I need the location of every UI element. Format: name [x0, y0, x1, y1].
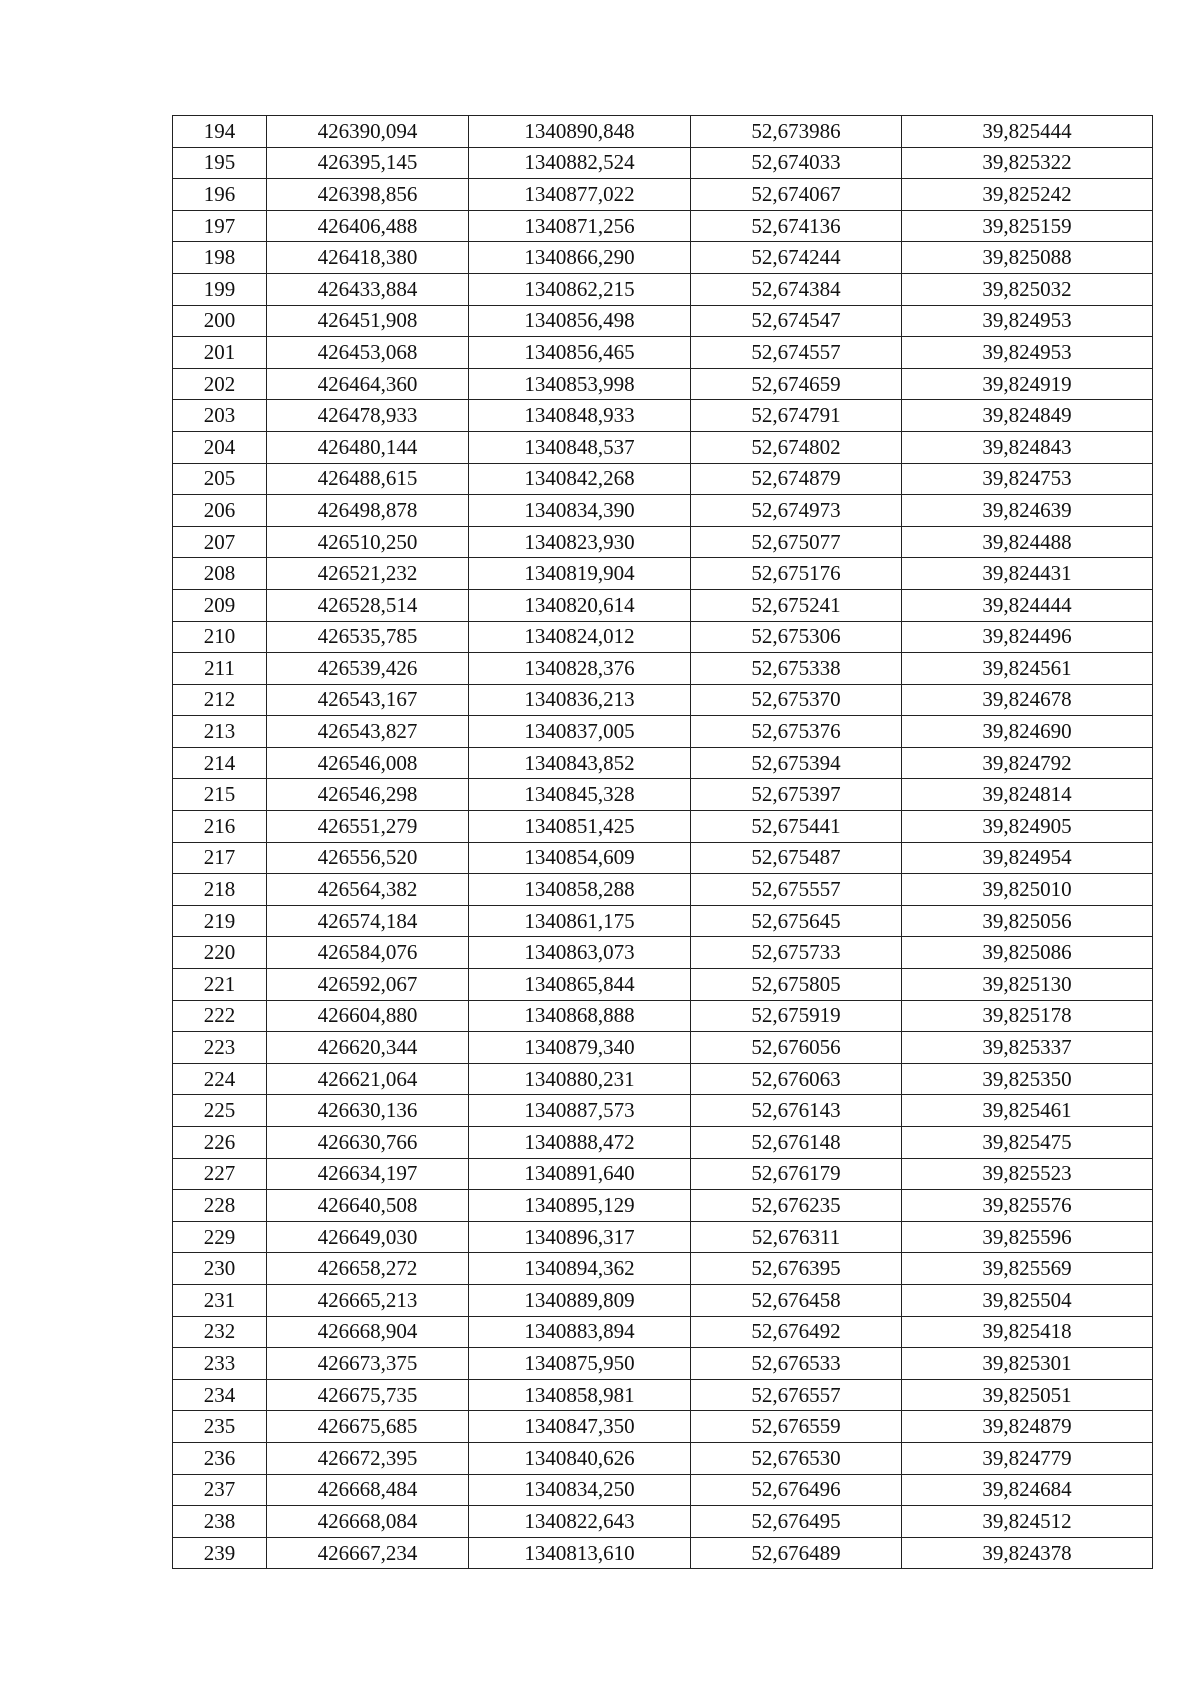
y-coordinate-cell: 1340856,465 — [469, 337, 691, 369]
longitude-cell: 39,824879 — [902, 1411, 1153, 1443]
longitude-cell: 39,824561 — [902, 653, 1153, 685]
table-row — [173, 589, 1153, 621]
y-coordinate-cell: 1340889,809 — [469, 1284, 691, 1316]
latitude-cell: 52,675306 — [691, 621, 902, 653]
y-coordinate-cell: 1340858,981 — [469, 1379, 691, 1411]
table-row — [173, 1253, 1153, 1285]
x-coordinate-cell: 426551,279 — [267, 811, 469, 843]
y-coordinate-cell: 1340871,256 — [469, 210, 691, 242]
latitude-cell: 52,676495 — [691, 1506, 902, 1538]
longitude-cell: 39,825569 — [902, 1253, 1153, 1285]
point-number-cell: 196 — [173, 179, 267, 211]
y-coordinate-cell: 1340883,894 — [469, 1316, 691, 1348]
latitude-cell: 52,676559 — [691, 1411, 902, 1443]
latitude-cell: 52,676311 — [691, 1221, 902, 1253]
point-number-cell: 212 — [173, 684, 267, 716]
longitude-cell: 39,825475 — [902, 1127, 1153, 1159]
table-row — [173, 1379, 1153, 1411]
y-coordinate-cell: 1340877,022 — [469, 179, 691, 211]
longitude-cell: 39,824753 — [902, 463, 1153, 495]
longitude-cell: 39,824953 — [902, 305, 1153, 337]
table-row — [173, 495, 1153, 527]
x-coordinate-cell: 426574,184 — [267, 905, 469, 937]
longitude-cell: 39,824488 — [902, 526, 1153, 558]
y-coordinate-cell: 1340866,290 — [469, 242, 691, 274]
y-coordinate-cell: 1340888,472 — [469, 1127, 691, 1159]
x-coordinate-cell: 426521,232 — [267, 558, 469, 590]
point-number-cell: 214 — [173, 747, 267, 779]
x-coordinate-cell: 426556,520 — [267, 842, 469, 874]
point-number-cell: 217 — [173, 842, 267, 874]
latitude-cell: 52,673986 — [691, 116, 902, 148]
table-row — [173, 1442, 1153, 1474]
latitude-cell: 52,676148 — [691, 1127, 902, 1159]
latitude-cell: 52,676530 — [691, 1442, 902, 1474]
point-number-cell: 235 — [173, 1411, 267, 1443]
point-number-cell: 204 — [173, 431, 267, 463]
y-coordinate-cell: 1340896,317 — [469, 1221, 691, 1253]
point-number-cell: 197 — [173, 210, 267, 242]
point-number-cell: 208 — [173, 558, 267, 590]
latitude-cell: 52,676492 — [691, 1316, 902, 1348]
x-coordinate-cell: 426510,250 — [267, 526, 469, 558]
table-row — [173, 210, 1153, 242]
y-coordinate-cell: 1340891,640 — [469, 1158, 691, 1190]
point-number-cell: 206 — [173, 495, 267, 527]
longitude-cell: 39,824431 — [902, 558, 1153, 590]
latitude-cell: 52,676235 — [691, 1190, 902, 1222]
latitude-cell: 52,675241 — [691, 589, 902, 621]
x-coordinate-cell: 426543,827 — [267, 716, 469, 748]
x-coordinate-cell: 426630,766 — [267, 1127, 469, 1159]
longitude-cell: 39,825576 — [902, 1190, 1153, 1222]
y-coordinate-cell: 1340861,175 — [469, 905, 691, 937]
table-row — [173, 621, 1153, 653]
longitude-cell: 39,824953 — [902, 337, 1153, 369]
x-coordinate-cell: 426675,685 — [267, 1411, 469, 1443]
point-number-cell: 230 — [173, 1253, 267, 1285]
longitude-cell: 39,825178 — [902, 1000, 1153, 1032]
y-coordinate-cell: 1340875,950 — [469, 1348, 691, 1380]
x-coordinate-cell: 426668,904 — [267, 1316, 469, 1348]
point-number-cell: 232 — [173, 1316, 267, 1348]
latitude-cell: 52,675394 — [691, 747, 902, 779]
point-number-cell: 210 — [173, 621, 267, 653]
table-row — [173, 874, 1153, 906]
x-coordinate-cell: 426630,136 — [267, 1095, 469, 1127]
longitude-cell: 39,824779 — [902, 1442, 1153, 1474]
point-number-cell: 231 — [173, 1284, 267, 1316]
x-coordinate-cell: 426620,344 — [267, 1032, 469, 1064]
table-row — [173, 147, 1153, 179]
x-coordinate-cell: 426478,933 — [267, 400, 469, 432]
y-coordinate-cell: 1340819,904 — [469, 558, 691, 590]
table-row — [173, 1000, 1153, 1032]
table-row — [173, 526, 1153, 558]
table-row — [173, 716, 1153, 748]
latitude-cell: 52,674244 — [691, 242, 902, 274]
y-coordinate-cell: 1340862,215 — [469, 273, 691, 305]
point-number-cell: 225 — [173, 1095, 267, 1127]
latitude-cell: 52,674547 — [691, 305, 902, 337]
latitude-cell: 52,674557 — [691, 337, 902, 369]
x-coordinate-cell: 426418,380 — [267, 242, 469, 274]
x-coordinate-cell: 426584,076 — [267, 937, 469, 969]
latitude-cell: 52,676533 — [691, 1348, 902, 1380]
longitude-cell: 39,824678 — [902, 684, 1153, 716]
point-number-cell: 209 — [173, 589, 267, 621]
x-coordinate-cell: 426640,508 — [267, 1190, 469, 1222]
latitude-cell: 52,675805 — [691, 969, 902, 1001]
longitude-cell: 39,824512 — [902, 1506, 1153, 1538]
x-coordinate-cell: 426543,167 — [267, 684, 469, 716]
table-row — [173, 337, 1153, 369]
latitude-cell: 52,675441 — [691, 811, 902, 843]
latitude-cell: 52,675733 — [691, 937, 902, 969]
longitude-cell: 39,825350 — [902, 1063, 1153, 1095]
point-number-cell: 216 — [173, 811, 267, 843]
y-coordinate-cell: 1340863,073 — [469, 937, 691, 969]
table-row — [173, 779, 1153, 811]
latitude-cell: 52,675557 — [691, 874, 902, 906]
x-coordinate-cell: 426546,008 — [267, 747, 469, 779]
point-number-cell: 228 — [173, 1190, 267, 1222]
x-coordinate-cell: 426480,144 — [267, 431, 469, 463]
point-number-cell: 237 — [173, 1474, 267, 1506]
x-coordinate-cell: 426649,030 — [267, 1221, 469, 1253]
longitude-cell: 39,824843 — [902, 431, 1153, 463]
table-row — [173, 1032, 1153, 1064]
point-number-cell: 213 — [173, 716, 267, 748]
longitude-cell: 39,825032 — [902, 273, 1153, 305]
table-row — [173, 1190, 1153, 1222]
latitude-cell: 52,676557 — [691, 1379, 902, 1411]
table-row — [173, 747, 1153, 779]
latitude-cell: 52,676143 — [691, 1095, 902, 1127]
x-coordinate-cell: 426592,067 — [267, 969, 469, 1001]
longitude-cell: 39,824444 — [902, 589, 1153, 621]
point-number-cell: 201 — [173, 337, 267, 369]
y-coordinate-cell: 1340868,888 — [469, 1000, 691, 1032]
point-number-cell: 198 — [173, 242, 267, 274]
table-row — [173, 116, 1153, 148]
y-coordinate-cell: 1340854,609 — [469, 842, 691, 874]
point-number-cell: 233 — [173, 1348, 267, 1380]
latitude-cell: 52,675338 — [691, 653, 902, 685]
point-number-cell: 199 — [173, 273, 267, 305]
latitude-cell: 52,675645 — [691, 905, 902, 937]
latitude-cell: 52,676496 — [691, 1474, 902, 1506]
table-row — [173, 937, 1153, 969]
table-row — [173, 463, 1153, 495]
longitude-cell: 39,825051 — [902, 1379, 1153, 1411]
y-coordinate-cell: 1340890,848 — [469, 116, 691, 148]
y-coordinate-cell: 1340813,610 — [469, 1537, 691, 1569]
y-coordinate-cell: 1340865,844 — [469, 969, 691, 1001]
point-number-cell: 229 — [173, 1221, 267, 1253]
table-row — [173, 811, 1153, 843]
y-coordinate-cell: 1340882,524 — [469, 147, 691, 179]
table-row — [173, 969, 1153, 1001]
point-number-cell: 222 — [173, 1000, 267, 1032]
longitude-cell: 39,825523 — [902, 1158, 1153, 1190]
x-coordinate-cell: 426535,785 — [267, 621, 469, 653]
latitude-cell: 52,674791 — [691, 400, 902, 432]
point-number-cell: 211 — [173, 653, 267, 685]
longitude-cell: 39,824496 — [902, 621, 1153, 653]
y-coordinate-cell: 1340837,005 — [469, 716, 691, 748]
latitude-cell: 52,674973 — [691, 495, 902, 527]
longitude-cell: 39,825418 — [902, 1316, 1153, 1348]
latitude-cell: 52,676056 — [691, 1032, 902, 1064]
longitude-cell: 39,824792 — [902, 747, 1153, 779]
point-number-cell: 205 — [173, 463, 267, 495]
y-coordinate-cell: 1340840,626 — [469, 1442, 691, 1474]
x-coordinate-cell: 426390,094 — [267, 116, 469, 148]
x-coordinate-cell: 426665,213 — [267, 1284, 469, 1316]
x-coordinate-cell: 426488,615 — [267, 463, 469, 495]
point-number-cell: 203 — [173, 400, 267, 432]
coordinates-table — [172, 115, 1153, 1569]
longitude-cell: 39,824639 — [902, 495, 1153, 527]
y-coordinate-cell: 1340842,268 — [469, 463, 691, 495]
longitude-cell: 39,825088 — [902, 242, 1153, 274]
latitude-cell: 52,676458 — [691, 1284, 902, 1316]
longitude-cell: 39,825056 — [902, 905, 1153, 937]
latitude-cell: 52,674067 — [691, 179, 902, 211]
longitude-cell: 39,824954 — [902, 842, 1153, 874]
x-coordinate-cell: 426451,908 — [267, 305, 469, 337]
table-row — [173, 1158, 1153, 1190]
y-coordinate-cell: 1340834,250 — [469, 1474, 691, 1506]
x-coordinate-cell: 426667,234 — [267, 1537, 469, 1569]
longitude-cell: 39,825337 — [902, 1032, 1153, 1064]
y-coordinate-cell: 1340879,340 — [469, 1032, 691, 1064]
table-row — [173, 273, 1153, 305]
y-coordinate-cell: 1340843,852 — [469, 747, 691, 779]
longitude-cell: 39,825444 — [902, 116, 1153, 148]
point-number-cell: 219 — [173, 905, 267, 937]
latitude-cell: 52,675919 — [691, 1000, 902, 1032]
y-coordinate-cell: 1340845,328 — [469, 779, 691, 811]
y-coordinate-cell: 1340847,350 — [469, 1411, 691, 1443]
table-row — [173, 1411, 1153, 1443]
x-coordinate-cell: 426604,880 — [267, 1000, 469, 1032]
x-coordinate-cell: 426668,484 — [267, 1474, 469, 1506]
x-coordinate-cell: 426672,395 — [267, 1442, 469, 1474]
longitude-cell: 39,824378 — [902, 1537, 1153, 1569]
x-coordinate-cell: 426406,488 — [267, 210, 469, 242]
longitude-cell: 39,824905 — [902, 811, 1153, 843]
latitude-cell: 52,675370 — [691, 684, 902, 716]
x-coordinate-cell: 426634,197 — [267, 1158, 469, 1190]
table-row — [173, 1348, 1153, 1380]
latitude-cell: 52,674659 — [691, 368, 902, 400]
longitude-cell: 39,825010 — [902, 874, 1153, 906]
x-coordinate-cell: 426621,064 — [267, 1063, 469, 1095]
y-coordinate-cell: 1340856,498 — [469, 305, 691, 337]
point-number-cell: 236 — [173, 1442, 267, 1474]
table-row — [173, 242, 1153, 274]
point-number-cell: 195 — [173, 147, 267, 179]
x-coordinate-cell: 426433,884 — [267, 273, 469, 305]
point-number-cell: 224 — [173, 1063, 267, 1095]
table-row — [173, 1316, 1153, 1348]
x-coordinate-cell: 426498,878 — [267, 495, 469, 527]
table-row — [173, 305, 1153, 337]
table-row — [173, 368, 1153, 400]
latitude-cell: 52,675077 — [691, 526, 902, 558]
longitude-cell: 39,824919 — [902, 368, 1153, 400]
point-number-cell: 234 — [173, 1379, 267, 1411]
table-row — [173, 400, 1153, 432]
longitude-cell: 39,825322 — [902, 147, 1153, 179]
longitude-cell: 39,824849 — [902, 400, 1153, 432]
x-coordinate-cell: 426453,068 — [267, 337, 469, 369]
x-coordinate-cell: 426395,145 — [267, 147, 469, 179]
x-coordinate-cell: 426658,272 — [267, 1253, 469, 1285]
point-number-cell: 226 — [173, 1127, 267, 1159]
longitude-cell: 39,824690 — [902, 716, 1153, 748]
x-coordinate-cell: 426668,084 — [267, 1506, 469, 1538]
table-row — [173, 558, 1153, 590]
longitude-cell: 39,825301 — [902, 1348, 1153, 1380]
point-number-cell: 221 — [173, 969, 267, 1001]
table-row — [173, 1537, 1153, 1569]
y-coordinate-cell: 1340858,288 — [469, 874, 691, 906]
y-coordinate-cell: 1340887,573 — [469, 1095, 691, 1127]
point-number-cell: 202 — [173, 368, 267, 400]
point-number-cell: 223 — [173, 1032, 267, 1064]
latitude-cell: 52,676489 — [691, 1537, 902, 1569]
x-coordinate-cell: 426398,856 — [267, 179, 469, 211]
y-coordinate-cell: 1340853,998 — [469, 368, 691, 400]
point-number-cell: 207 — [173, 526, 267, 558]
point-number-cell: 227 — [173, 1158, 267, 1190]
y-coordinate-cell: 1340880,231 — [469, 1063, 691, 1095]
y-coordinate-cell: 1340895,129 — [469, 1190, 691, 1222]
latitude-cell: 52,675487 — [691, 842, 902, 874]
latitude-cell: 52,674802 — [691, 431, 902, 463]
x-coordinate-cell: 426528,514 — [267, 589, 469, 621]
longitude-cell: 39,825242 — [902, 179, 1153, 211]
table-row — [173, 1063, 1153, 1095]
y-coordinate-cell: 1340894,362 — [469, 1253, 691, 1285]
y-coordinate-cell: 1340822,643 — [469, 1506, 691, 1538]
longitude-cell: 39,825159 — [902, 210, 1153, 242]
latitude-cell: 52,674879 — [691, 463, 902, 495]
latitude-cell: 52,674384 — [691, 273, 902, 305]
longitude-cell: 39,825596 — [902, 1221, 1153, 1253]
latitude-cell: 52,674033 — [691, 147, 902, 179]
longitude-cell: 39,825086 — [902, 937, 1153, 969]
latitude-cell: 52,675176 — [691, 558, 902, 590]
point-number-cell: 239 — [173, 1537, 267, 1569]
table-row — [173, 179, 1153, 211]
x-coordinate-cell: 426673,375 — [267, 1348, 469, 1380]
x-coordinate-cell: 426675,735 — [267, 1379, 469, 1411]
longitude-cell: 39,824684 — [902, 1474, 1153, 1506]
y-coordinate-cell: 1340820,614 — [469, 589, 691, 621]
table-row — [173, 431, 1153, 463]
y-coordinate-cell: 1340836,213 — [469, 684, 691, 716]
longitude-cell: 39,825461 — [902, 1095, 1153, 1127]
longitude-cell: 39,825130 — [902, 969, 1153, 1001]
table-row — [173, 1506, 1153, 1538]
y-coordinate-cell: 1340848,537 — [469, 431, 691, 463]
y-coordinate-cell: 1340848,933 — [469, 400, 691, 432]
y-coordinate-cell: 1340824,012 — [469, 621, 691, 653]
table-row — [173, 842, 1153, 874]
point-number-cell: 218 — [173, 874, 267, 906]
latitude-cell: 52,675376 — [691, 716, 902, 748]
table-row — [173, 1127, 1153, 1159]
x-coordinate-cell: 426564,382 — [267, 874, 469, 906]
y-coordinate-cell: 1340834,390 — [469, 495, 691, 527]
point-number-cell: 220 — [173, 937, 267, 969]
table-row — [173, 1095, 1153, 1127]
y-coordinate-cell: 1340823,930 — [469, 526, 691, 558]
x-coordinate-cell: 426464,360 — [267, 368, 469, 400]
latitude-cell: 52,675397 — [691, 779, 902, 811]
latitude-cell: 52,676395 — [691, 1253, 902, 1285]
y-coordinate-cell: 1340851,425 — [469, 811, 691, 843]
table-row — [173, 1474, 1153, 1506]
table-row — [173, 905, 1153, 937]
point-number-cell: 200 — [173, 305, 267, 337]
point-number-cell: 215 — [173, 779, 267, 811]
y-coordinate-cell: 1340828,376 — [469, 653, 691, 685]
table-row — [173, 653, 1153, 685]
table-row — [173, 1221, 1153, 1253]
point-number-cell: 238 — [173, 1506, 267, 1538]
x-coordinate-cell: 426546,298 — [267, 779, 469, 811]
latitude-cell: 52,674136 — [691, 210, 902, 242]
coordinates-table-body — [173, 116, 1153, 1569]
latitude-cell: 52,676063 — [691, 1063, 902, 1095]
longitude-cell: 39,825504 — [902, 1284, 1153, 1316]
x-coordinate-cell: 426539,426 — [267, 653, 469, 685]
latitude-cell: 52,676179 — [691, 1158, 902, 1190]
table-row — [173, 1284, 1153, 1316]
table-row — [173, 684, 1153, 716]
point-number-cell: 194 — [173, 116, 267, 148]
longitude-cell: 39,824814 — [902, 779, 1153, 811]
